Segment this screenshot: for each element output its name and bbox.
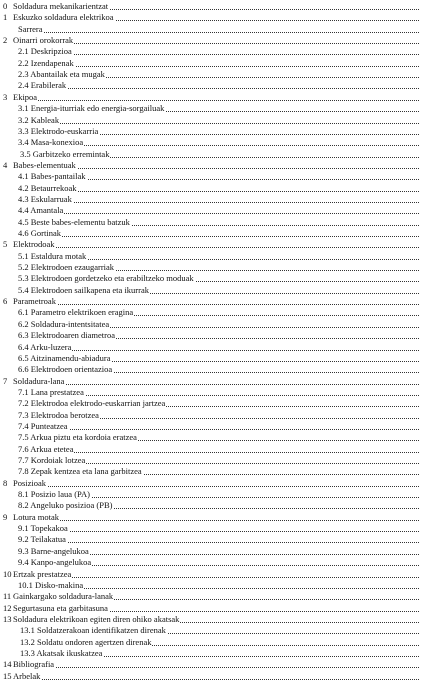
toc-entry[interactable]: [0, 137, 425, 148]
dot-leader: [18, 531, 419, 532]
dot-leader: [18, 213, 419, 214]
toc-entry[interactable]: [0, 432, 425, 443]
toc-entry[interactable]: [0, 603, 425, 614]
toc-entry[interactable]: [0, 1, 425, 12]
toc-entry[interactable]: [0, 625, 425, 636]
toc-entry-title: Segurtasuna eta garbitasuna: [13, 602, 108, 613]
toc-entry-title: 13.2 Soldatu ondoren agertzen direnak: [20, 636, 152, 647]
toc-entry[interactable]: [0, 376, 425, 387]
toc-entry[interactable]: [0, 149, 425, 160]
toc-entry[interactable]: [0, 285, 425, 296]
toc-entry[interactable]: [0, 92, 425, 103]
toc-entry[interactable]: [0, 557, 425, 568]
dot-leader: [13, 486, 419, 487]
toc-entry[interactable]: [0, 330, 425, 341]
dot-leader: [18, 191, 419, 192]
dot-leader: [13, 304, 419, 305]
toc-entry-title: Elektrodoak: [13, 239, 55, 250]
toc-entry[interactable]: [0, 546, 425, 557]
toc-entry-title: 7.5 Arkua piztu eta kordoia eratzea: [18, 432, 137, 443]
toc-entry[interactable]: [0, 115, 425, 126]
toc-entry-title: 7.7 Kordoiak lotzea: [18, 455, 86, 465]
toc-entry-title: Soldadura mekanikarientzat: [13, 1, 109, 11]
toc-entry[interactable]: [0, 35, 425, 46]
toc-entry-title: 9.3 Barne-angelukoa: [18, 545, 89, 556]
toc-entry[interactable]: [0, 296, 425, 307]
toc-entry[interactable]: [0, 103, 425, 114]
toc-entry[interactable]: [0, 24, 425, 35]
toc-entry[interactable]: [0, 353, 425, 364]
toc-entry-title: Ekipoa: [13, 91, 38, 102]
toc-entry-title: Sarrera: [18, 23, 43, 34]
dot-leader: [18, 452, 419, 453]
toc-entry[interactable]: [0, 455, 425, 466]
toc-entry[interactable]: [0, 273, 425, 284]
toc-entry[interactable]: [0, 58, 425, 69]
dot-leader: [18, 54, 419, 55]
toc-entry-title: 7.2 Elektrodoa elektrodo-euskarrian jartzea: [18, 398, 166, 409]
dot-leader: [18, 123, 419, 124]
dot-leader: [18, 202, 419, 203]
toc-entry-number: 5: [3, 239, 8, 250]
dot-leader: [18, 236, 419, 237]
toc-entry-title: 4.2 Betaurrekoak: [18, 182, 77, 193]
toc-entry-title: 10.1 Disko-makina: [18, 579, 84, 590]
toc-entry-number: 14: [3, 659, 12, 670]
toc-entry[interactable]: [0, 69, 425, 80]
toc-entry-title: 6.6 Elektrodoen orientazioa: [18, 364, 113, 375]
toc-entry[interactable]: [0, 126, 425, 137]
toc-entry-number: 7: [3, 375, 8, 386]
toc-entry[interactable]: [0, 183, 425, 194]
toc-entry-title: 4.3 Eskularruak: [18, 193, 72, 204]
toc-entry-number: 2: [3, 35, 8, 46]
toc-entry-title: Arbelak: [13, 670, 41, 681]
toc-entry-title: 5.1 Estaldura motak: [18, 250, 87, 261]
toc-entry[interactable]: [0, 262, 425, 273]
toc-entry-title: Ertzak prestatzea: [13, 568, 72, 579]
toc-entry[interactable]: [0, 398, 425, 409]
toc-entry-number: 10: [3, 568, 12, 579]
toc-entry-number: 12: [3, 602, 12, 613]
toc-entry-title: 13.1 Soldatzerakoan identifikatzen direnak: [20, 625, 166, 636]
toc-entry-title: 4.6 Gortinak: [18, 228, 61, 238]
toc-entry[interactable]: [0, 217, 425, 228]
toc-entry-title: 4.5 Beste babes-elementu batzuk: [18, 216, 130, 227]
dot-leader: [13, 247, 419, 248]
toc-entry-title: 2.2 Izendapenak: [18, 57, 74, 68]
toc-entry-title: Eskuzko soldadura elektrikoa: [13, 12, 114, 23]
toc-entry[interactable]: [0, 228, 425, 239]
toc-entry[interactable]: [0, 239, 425, 250]
toc-entry[interactable]: [0, 46, 425, 57]
toc-entry[interactable]: [0, 569, 425, 580]
toc-entry[interactable]: [0, 171, 425, 182]
toc-entry[interactable]: [0, 659, 425, 670]
toc-entry-title: 7.4 Punteatzea: [18, 420, 68, 431]
toc-entry[interactable]: [0, 489, 425, 500]
toc-entry[interactable]: [0, 648, 425, 659]
toc-entry-number: 6: [3, 296, 8, 307]
toc-entry[interactable]: [0, 251, 425, 262]
toc-entry-title: 2.1 Deskripzioa: [18, 46, 72, 57]
toc-entry[interactable]: [0, 444, 425, 455]
toc-entry-title: 3.3 Elektrodo-euskarria: [18, 125, 99, 136]
toc-entry-title: 7.3 Elektrodoa berotzea: [18, 409, 99, 420]
toc-entry-title: 5.2 Elektrodoen ezaugarriak: [18, 262, 115, 273]
dot-leader: [13, 520, 419, 521]
toc-entry-title: 9.1 Topekakoa: [18, 523, 68, 534]
toc-entry[interactable]: [0, 319, 425, 330]
toc-entry[interactable]: [0, 637, 425, 648]
dot-leader: [18, 88, 419, 89]
toc-entry-number: 3: [3, 91, 8, 102]
toc-entry-title: 6.1 Parametro elektrikoen eragina: [18, 307, 134, 318]
dot-leader: [18, 429, 419, 430]
toc-entry[interactable]: [0, 421, 425, 432]
toc-entry[interactable]: [0, 307, 425, 318]
toc-entry[interactable]: [0, 534, 425, 545]
toc-entry-number: 4: [3, 159, 8, 170]
toc-entry-title: 2.4 Erabilerak: [18, 80, 67, 91]
toc-entry-title: 8.2 Angeluko posizioa (PB): [18, 500, 113, 511]
toc-entry[interactable]: [0, 580, 425, 591]
toc-entry-title: 3.1 Energia-iturriak edo energia-sorgailuak: [18, 103, 165, 114]
toc-entry-number: 8: [3, 477, 8, 488]
toc-entry-title: 7.1 Lana prestatzea: [18, 386, 84, 397]
toc-entry[interactable]: [0, 500, 425, 511]
toc-entry[interactable]: [0, 80, 425, 91]
toc-entry-title: 4.4 Amantala: [18, 205, 64, 216]
toc-entry[interactable]: [0, 160, 425, 171]
toc-entry-title: 9.4 Kanpo-angelukoa: [18, 557, 92, 568]
toc-entry-title: 7.8 Zepak kentzea eta lana garbitzea: [18, 466, 142, 477]
toc-entry-title: 6.3 Elektrodoaren diametroa: [18, 330, 116, 341]
toc-entry[interactable]: [0, 12, 425, 23]
toc-entry-title: 6.4 Arku-luzera: [18, 341, 72, 352]
dot-leader: [13, 100, 419, 101]
toc-entry[interactable]: [0, 614, 425, 625]
dot-leader: [18, 66, 419, 67]
toc-entry-title: 5.4 Elektrodoen sailkapena eta ikurrak: [18, 284, 149, 295]
toc-entry-title: Soldadura-lana: [13, 375, 65, 386]
toc-entry-title: 5.3 Elektrodoen gordetzeko eta erabiltzeko moduak: [18, 273, 194, 284]
toc-entry-title: Parametroak: [13, 296, 56, 307]
toc-entry-title: 3.4 Masa-konexioa: [18, 137, 84, 148]
toc-entry-title: 4.1 Babes-pantailak: [18, 171, 86, 182]
toc-entry[interactable]: [0, 591, 425, 602]
toc-entry-title: Lotura motak: [13, 511, 60, 522]
toc-entry-title: 3.5 Garbitzeko erremintak: [20, 148, 110, 159]
dot-leader: [18, 542, 419, 543]
toc-entry-number: 13: [3, 613, 12, 624]
toc-entry[interactable]: [0, 364, 425, 375]
toc-entry[interactable]: [0, 671, 425, 682]
toc-entry-number: 1: [3, 12, 8, 23]
toc-entry-title: 6.5 Aitzinamendu-abiadura: [18, 352, 111, 363]
toc-entry-title: Bibliografia: [13, 659, 55, 670]
toc-entry-title: Babes-elementuak: [13, 159, 76, 170]
dot-leader: [18, 32, 419, 33]
toc-entry-number: 11: [3, 591, 12, 602]
toc-entry[interactable]: [0, 523, 425, 534]
dot-leader: [13, 577, 419, 578]
toc-entry-title: Soldadura elektrikoan egiten diren ohiko akatsak: [13, 613, 180, 624]
dot-leader: [13, 667, 419, 668]
dot-leader: [13, 384, 419, 385]
toc-entry-title: 8.1 Posizio laua (PA): [18, 489, 90, 500]
toc-entry[interactable]: [0, 387, 425, 398]
dot-leader: [18, 350, 419, 351]
toc-entry[interactable]: [0, 342, 425, 353]
toc-entry[interactable]: [0, 512, 425, 523]
toc-entry-number: 15: [3, 670, 12, 681]
toc-entry[interactable]: [0, 466, 425, 477]
toc-entry-title: Oinarri orokorrak: [13, 35, 74, 46]
toc-entry[interactable]: [0, 478, 425, 489]
toc-entry-number: 9: [3, 511, 8, 522]
toc-entry[interactable]: [0, 410, 425, 421]
toc-entry-title: 2.3 Abantailak eta mugak: [18, 69, 105, 80]
toc-entry[interactable]: [0, 205, 425, 216]
toc-entry-title: Gainkargako soldadura-lanak: [13, 591, 114, 602]
toc-entry-title: 6.2 Soldadura-intentsitatea: [18, 318, 110, 329]
toc-entry-number: 0: [3, 1, 8, 11]
toc-entry-title: 7.6 Arkua etetea: [18, 443, 74, 454]
dot-leader: [13, 679, 419, 680]
toc-entry-title: 9.2 Teilakatua: [18, 534, 66, 545]
toc-entry-title: 3.2 Kableak: [18, 114, 60, 125]
toc-entry[interactable]: [0, 194, 425, 205]
toc-entry-title: Posizioak: [13, 477, 47, 488]
toc-entry-title: 13.3 Akatsak ikuskatzea: [20, 647, 103, 658]
